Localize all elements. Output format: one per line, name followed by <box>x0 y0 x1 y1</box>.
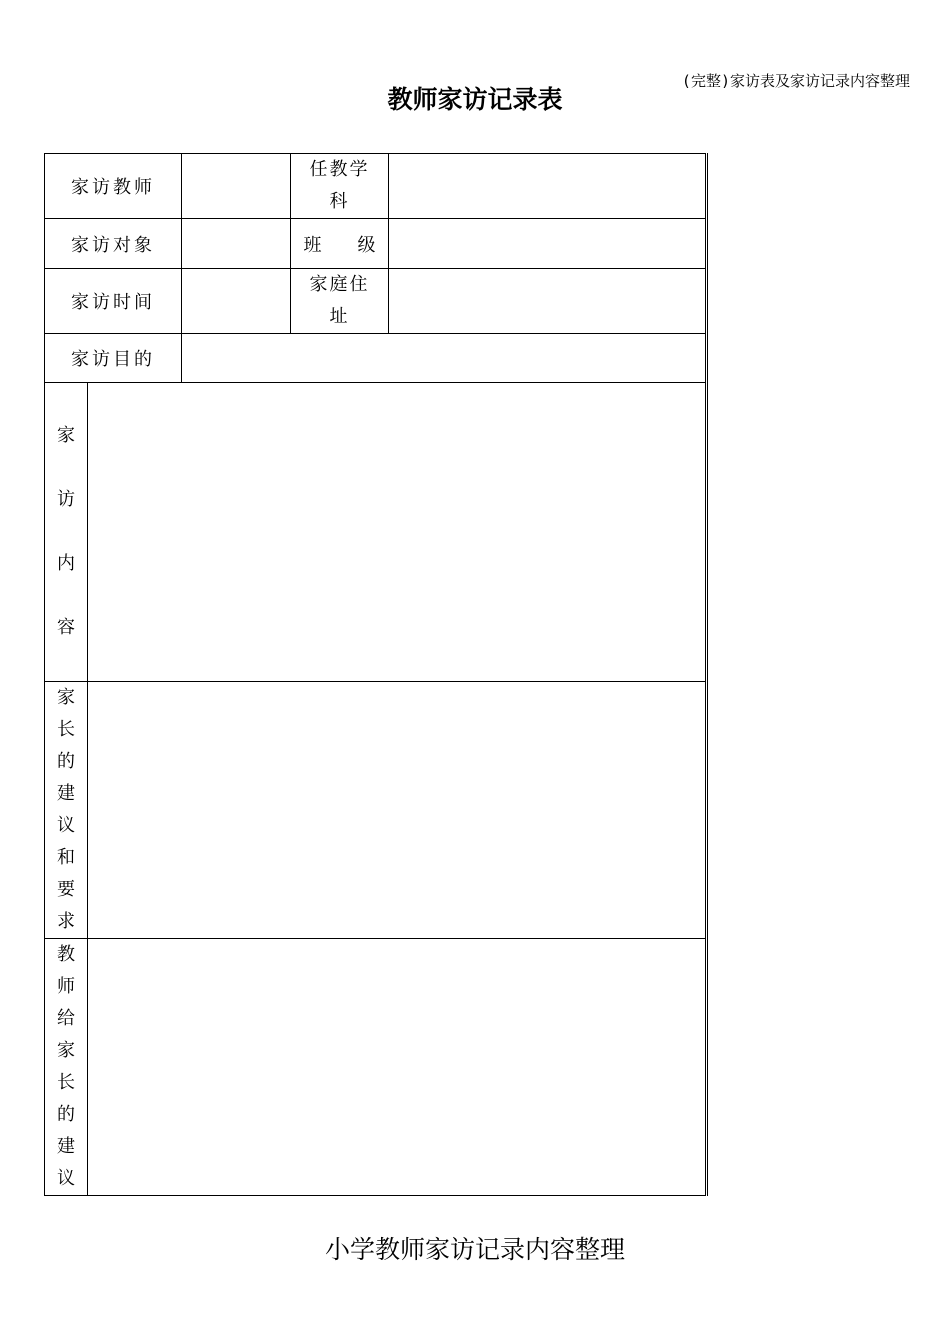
time-value-cell[interactable] <box>182 269 291 334</box>
row-student <box>45 219 707 269</box>
class-value-cell[interactable] <box>389 219 707 269</box>
time-label: 家访时间 <box>45 269 182 334</box>
parent-suggestion-value-cell[interactable] <box>88 682 707 939</box>
content-label <box>45 383 88 682</box>
subject-label-text: 任教学科 <box>309 159 370 212</box>
teacher-suggestion-label <box>45 939 88 1196</box>
row-teacher <box>45 154 707 219</box>
home-visit-form <box>44 153 708 1196</box>
content-value-cell[interactable] <box>88 383 707 682</box>
teacher-value-cell[interactable] <box>182 154 291 219</box>
parent-suggestion-label <box>45 682 88 939</box>
teacher-suggestion-label-text: 教师给家长的建议 <box>57 944 75 1189</box>
teacher-label: 家访教师 <box>45 154 182 219</box>
address-label <box>291 269 389 334</box>
address-label-text: 家庭住址 <box>309 274 370 327</box>
address-value-cell[interactable] <box>389 269 707 334</box>
class-label: 班 级 <box>291 219 389 269</box>
parent-suggestion-label-text: 家长的建议和要求 <box>57 687 75 932</box>
subject-value-cell[interactable] <box>389 154 707 219</box>
row-time <box>45 269 707 334</box>
row-content <box>45 383 707 682</box>
student-label: 家访对象 <box>45 219 182 269</box>
subject-label <box>291 154 389 219</box>
row-purpose <box>45 334 707 383</box>
purpose-label: 家访目的 <box>45 334 182 383</box>
section-title: 小学教师家访记录内容整理 <box>324 1235 625 1264</box>
purpose-value-cell[interactable] <box>182 334 707 383</box>
teacher-suggestion-value-cell[interactable] <box>88 939 707 1196</box>
content-label-text: 家访内容 <box>57 425 75 638</box>
row-teacher-suggestion <box>45 939 707 1196</box>
header-note: (完整)家访表及家访记录内容整理 <box>681 72 910 90</box>
row-parent-suggestion <box>45 682 707 939</box>
page-title: 教师家访记录表 <box>387 85 563 114</box>
student-value-cell[interactable] <box>182 219 291 269</box>
